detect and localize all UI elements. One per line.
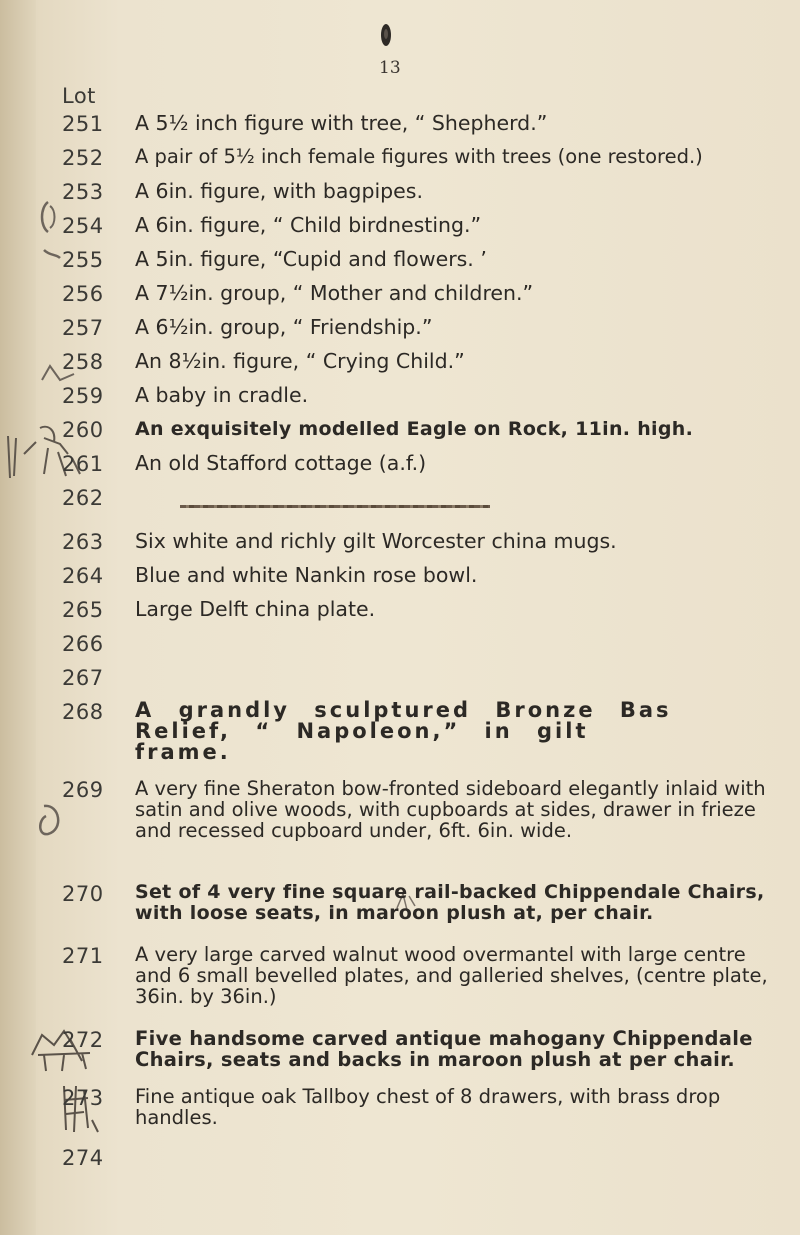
lot-description: A very fine Sheraton bow-fronted sideboard elegantly inlaid with satin and olive woods, with cupboards at sides, drawer in frieze and recessed cupboard under, 6ft. 6in. wide. bbox=[135, 777, 766, 842]
section-divider bbox=[180, 505, 490, 508]
lot-number: 264 bbox=[62, 564, 104, 588]
lot-description: A very large carved walnut wood overmantel with large centre and 6 small bevelled plates, and galleried shelves, (centre plate, 36in. by 36in.) bbox=[135, 943, 768, 1008]
lot-number: 252 bbox=[62, 146, 104, 170]
lot-number: 260 bbox=[62, 418, 104, 442]
lot-description: A 6in. figure, with bagpipes. bbox=[135, 179, 423, 203]
lot-number: 262 bbox=[62, 486, 104, 510]
lot-number: 268 bbox=[62, 700, 104, 724]
lot-number: 266 bbox=[62, 632, 104, 656]
lot-number: 259 bbox=[62, 384, 104, 408]
lot-description: A 6in. figure, “ Child birdnesting.” bbox=[135, 213, 482, 237]
pencil-bracket-icon bbox=[34, 198, 64, 268]
lot-number: 269 bbox=[62, 778, 104, 802]
lot-description: An exquisitely modelled Eagle on Rock, 11in. high. bbox=[135, 418, 694, 440]
lot-number: 261 bbox=[62, 452, 104, 476]
lot-description: A 7½in. group, “ Mother and children.” bbox=[135, 281, 534, 305]
lot-number: 272 bbox=[62, 1028, 104, 1052]
lot-number: 254 bbox=[62, 214, 104, 238]
lot-description: Large Delft china plate. bbox=[135, 597, 376, 621]
lot-number: 271 bbox=[62, 944, 104, 968]
lot-number: 253 bbox=[62, 180, 104, 204]
lot-description: Six white and richly gilt Worcester china mugs. bbox=[135, 529, 617, 553]
lot-description: An old Stafford cottage (a.f.) bbox=[135, 451, 427, 475]
lot-description: An 8½in. figure, “ Crying Child.” bbox=[135, 349, 465, 373]
lot-number: 274 bbox=[62, 1146, 104, 1170]
lot-number: 257 bbox=[62, 316, 104, 340]
lot-description: Fine antique oak Tallboy chest of 8 drawers, with brass drop handles. bbox=[135, 1085, 721, 1129]
lot-number: 273 bbox=[62, 1086, 104, 1110]
lot-column-header: Lot bbox=[62, 84, 96, 108]
lot-number: 263 bbox=[62, 530, 104, 554]
lot-number: 267 bbox=[62, 666, 104, 690]
lot-number: 258 bbox=[62, 350, 104, 374]
lot-description: Blue and white Nankin rose bowl. bbox=[135, 563, 478, 587]
lot-description: A pair of 5½ inch female figures with trees (one restored.) bbox=[135, 145, 703, 168]
page-number: 13 bbox=[379, 58, 401, 78]
lot-description: A baby in cradle. bbox=[135, 383, 309, 407]
lot-description: Five handsome carved antique mahogany Chippendale Chairs, seats and backs in maroon plush at per chair. bbox=[135, 1027, 753, 1071]
lot-number: 270 bbox=[62, 882, 104, 906]
lot-number: 255 bbox=[62, 248, 104, 272]
lot-description: Set of 4 very fine square rail-backed Chippendale Chairs, with loose seats, in maroon plush at, per chair. bbox=[135, 881, 765, 924]
lot-number: 251 bbox=[62, 112, 104, 136]
lot-description: A 5in. figure, “Cupid and flowers. ’ bbox=[135, 247, 487, 271]
lot-number: 256 bbox=[62, 282, 104, 306]
lot-description: A 5½ inch figure with tree, “ Shepherd.” bbox=[135, 111, 548, 135]
lot-description: A grandly sculptured Bronze Bas Relief, “ Napoleon,” in gilt frame. bbox=[135, 698, 672, 764]
lot-number: 265 bbox=[62, 598, 104, 622]
pencil-loop-icon bbox=[34, 800, 70, 840]
ink-blot-icon bbox=[379, 22, 393, 48]
lot-description: A 6½in. group, “ Friendship.” bbox=[135, 315, 433, 339]
